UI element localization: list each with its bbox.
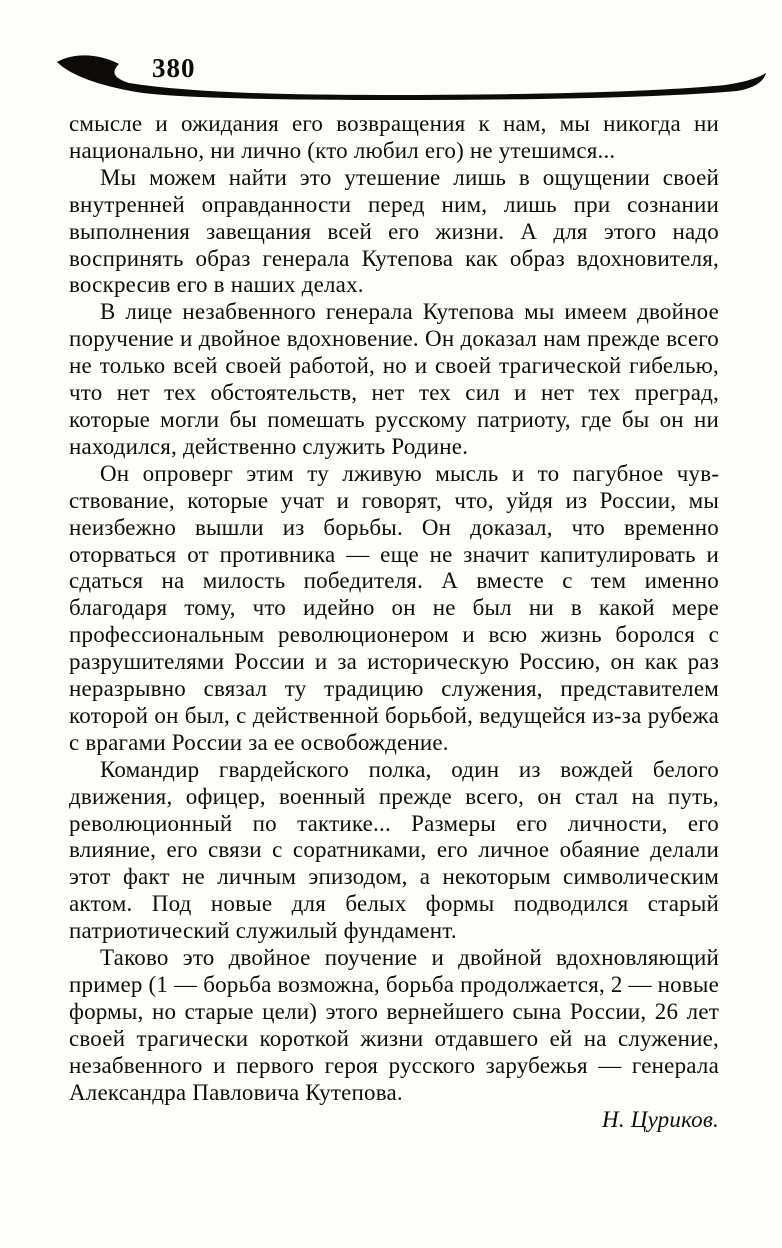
paragraph: смысле и ожидания его возвращения к нам, мы никогда ни национально, ни лично (кто любил его) не утешимся... [69, 111, 719, 163]
paragraph: Он опроверг этим ту лживую мысль и то пагубное чувствование, которые учат и говорят, что, уйдя из России, мы неизбежно вышли из борьбы. Он доказал, что временно оторваться от противника — еще не значит капитулировать и сдаться на милость победителя. А вместе с тем именно благодаря тому, что идейно он не был ни в какой мере профессиональным революционером и всю жизнь боролся с разрушителями России и за историческую Россию, он как раз неразрывно связал ту традицию служения, представителем которой он был, с действенной борьбой, ведущейся из-за рубежа с врагами России за ее освобождение. [69, 460, 719, 755]
paragraph: Таково это двойное поучение и двойной вдохновляющий пример (1 — борьба возможна, борьба продолжается, 2 — новые формы, но старые цели) этого вернейшего сына России, 26 лет своей трагически короткой жизни отдавшего ей на служение, незабвенного и первого героя русского зарубежья — генерала Александра Павловича Кутепова. [69, 945, 719, 1105]
paragraph: В лице незабвенного генерала Кутепова мы имеем двойное поручение и двойное вдохновение. Он доказал нам прежде всего не только всей своей работой, но и своей трагической гибелью, что нет тех обстоятельств, нет тех сил и нет тех преград, которые могли бы помешать русскому патриоту, где бы он ни находился, действенно служить Родине. [69, 299, 719, 459]
paragraph: Командир гвардейского полка, один из вождей белого движения, офицер, военный прежде всего, он стал на путь, революционный по тактике... Размеры его личности, его влияние, его связи с соратниками, его личное обаяние делали этот факт не личным эпизодом, а некоторым символическим актом. Под новые для белых формы подводился старый патриотический служилый фундамент. [69, 756, 719, 944]
author-signature: Н. Цуриков. [602, 1106, 719, 1132]
page-number: 380 [152, 53, 196, 83]
paragraph: Мы можем найти это утешение лишь в ощущении своей внутренней оправданности перед ним, лишь при сознании выполнения завещания всей его жизни. А для этого надо воспринять образ генерала Кутепова как образ вдохновителя, воскресив его в наших делах. [69, 164, 719, 298]
page-text [69, 111, 719, 1133]
